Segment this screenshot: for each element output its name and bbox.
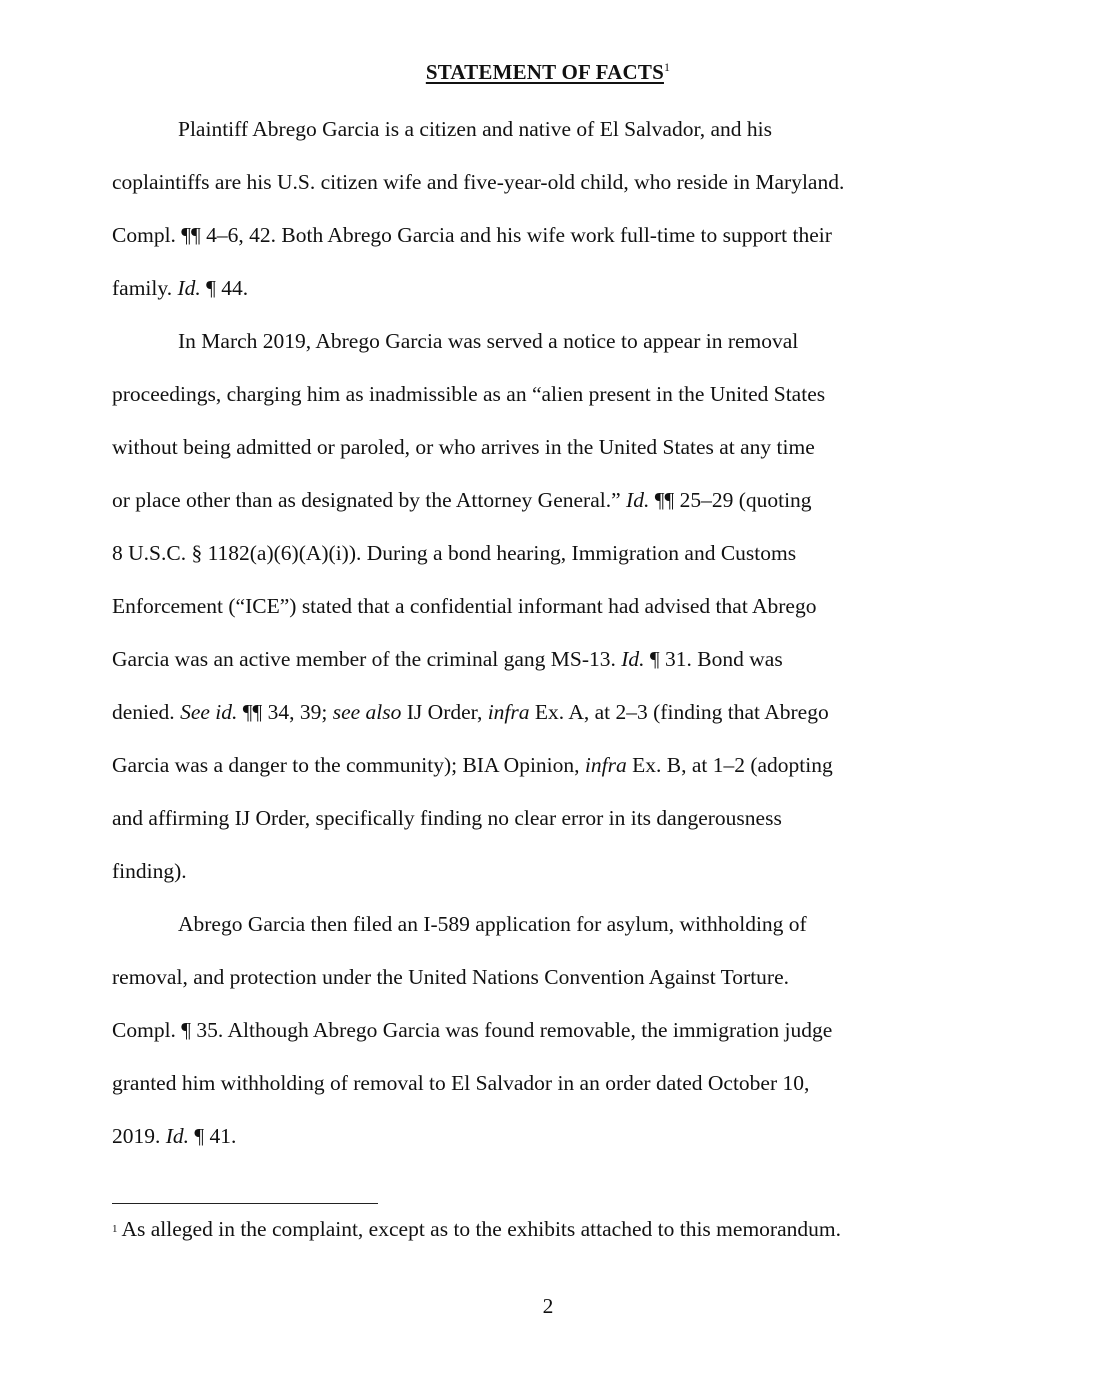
heading-title: STATEMENT OF FACTS: [425, 60, 664, 84]
text-line: [112, 686, 974, 739]
italic-citation: Id.: [177, 276, 201, 300]
footnote-text: As alleged in the complaint, except as to the exhibits attached to this memorandum.: [121, 1217, 841, 1241]
text-line: [112, 315, 974, 368]
text-line: [112, 898, 974, 951]
heading-footnote-ref: 1: [663, 60, 671, 74]
italic-citation: Id.: [626, 488, 650, 512]
italic-citation: infra: [584, 753, 627, 777]
text-run: Abrego Garcia then filed an I-589 application for asylum, withholding of: [178, 912, 807, 936]
text-run: Garcia was a danger to the community); BIA Opinion,: [112, 753, 585, 777]
text-line: [112, 527, 974, 580]
italic-citation: Id.: [621, 647, 645, 671]
text-run: proceedings, charging him as inadmissible as an “alien present in the United States: [112, 382, 826, 406]
text-line: [112, 368, 974, 421]
italic-citation: Id.: [165, 1124, 190, 1148]
italic-citation: See id.: [180, 700, 238, 724]
text-run: 2019.: [112, 1124, 166, 1148]
italic-citation: infra: [487, 700, 530, 724]
text-line: [112, 103, 974, 156]
text-line: [112, 262, 974, 315]
text-run: coplaintiffs are his U.S. citizen wife and five-year-old child, who reside in Maryland.: [112, 170, 845, 194]
text-run: ¶ 31. Bond was: [644, 647, 783, 671]
text-run: finding).: [112, 859, 187, 883]
text-line: [112, 156, 974, 209]
text-line: [112, 1004, 974, 1057]
text-line: [112, 951, 974, 1004]
text-run: ¶¶ 34, 39;: [237, 700, 333, 724]
page-number: 2: [542, 1294, 554, 1318]
footnote-divider: [112, 1203, 378, 1204]
text-run: Enforcement (“ICE”) stated that a confidential informant had advised that Abrego: [112, 594, 817, 618]
text-run: Compl. ¶ 35. Although Abrego Garcia was found removable, the immigration judge: [112, 1018, 833, 1042]
paragraph: [112, 103, 974, 315]
text-run: IJ Order,: [401, 700, 488, 724]
text-run: removal, and protection under the United Nations Convention Against Torture.: [112, 965, 789, 989]
text-run: without being admitted or paroled, or who arrives in the United States at any time: [112, 435, 815, 459]
text-line: [112, 474, 974, 527]
text-run: granted him withholding of removal to El Salvador in an order dated October 10,: [112, 1071, 810, 1095]
text-run: Garcia was an active member of the criminal gang MS-13.: [112, 647, 622, 671]
text-line: [112, 633, 974, 686]
text-run: Plaintiff Abrego Garcia is a citizen and native of El Salvador, and his: [178, 117, 773, 141]
section-heading: [0, 60, 1096, 85]
text-run: Ex. B, at 1–2 (adopting: [626, 753, 833, 777]
text-run: and affirming IJ Order, specifically finding no clear error in its dangerousness: [112, 806, 782, 830]
text-line: [112, 421, 974, 474]
text-line: [112, 739, 974, 792]
text-run: Compl. ¶¶ 4–6, 42. Both Abrego Garcia and his wife work full-time to support their: [112, 223, 832, 247]
text-run: 8 U.S.C. § 1182(a)(6)(A)(i)). During a bond hearing, Immigration and Customs: [112, 541, 797, 565]
text-run: denied.: [112, 700, 181, 724]
text-run: ¶ 41.: [189, 1124, 237, 1148]
text-run: or place other than as designated by the Attorney General.”: [112, 488, 627, 512]
text-line: [112, 792, 974, 845]
text-line: [112, 1110, 974, 1163]
text-line: [112, 1057, 974, 1110]
text-run: ¶¶ 25–29 (quoting: [649, 488, 812, 512]
footnote: [112, 1214, 841, 1244]
document-body: [112, 103, 974, 1163]
text-run: Ex. A, at 2–3 (finding that Abrego: [529, 700, 829, 724]
paragraph: [112, 898, 974, 1163]
text-run: ¶ 44.: [200, 276, 249, 300]
text-line: [112, 209, 974, 262]
text-line: [112, 580, 974, 633]
footnote-marker: 1: [112, 1223, 118, 1235]
text-run: family.: [112, 276, 178, 300]
paragraph: [112, 315, 974, 898]
italic-citation: see also: [332, 700, 402, 724]
text-run: In March 2019, Abrego Garcia was served a notice to appear in removal: [178, 329, 799, 353]
text-line: [112, 845, 974, 898]
